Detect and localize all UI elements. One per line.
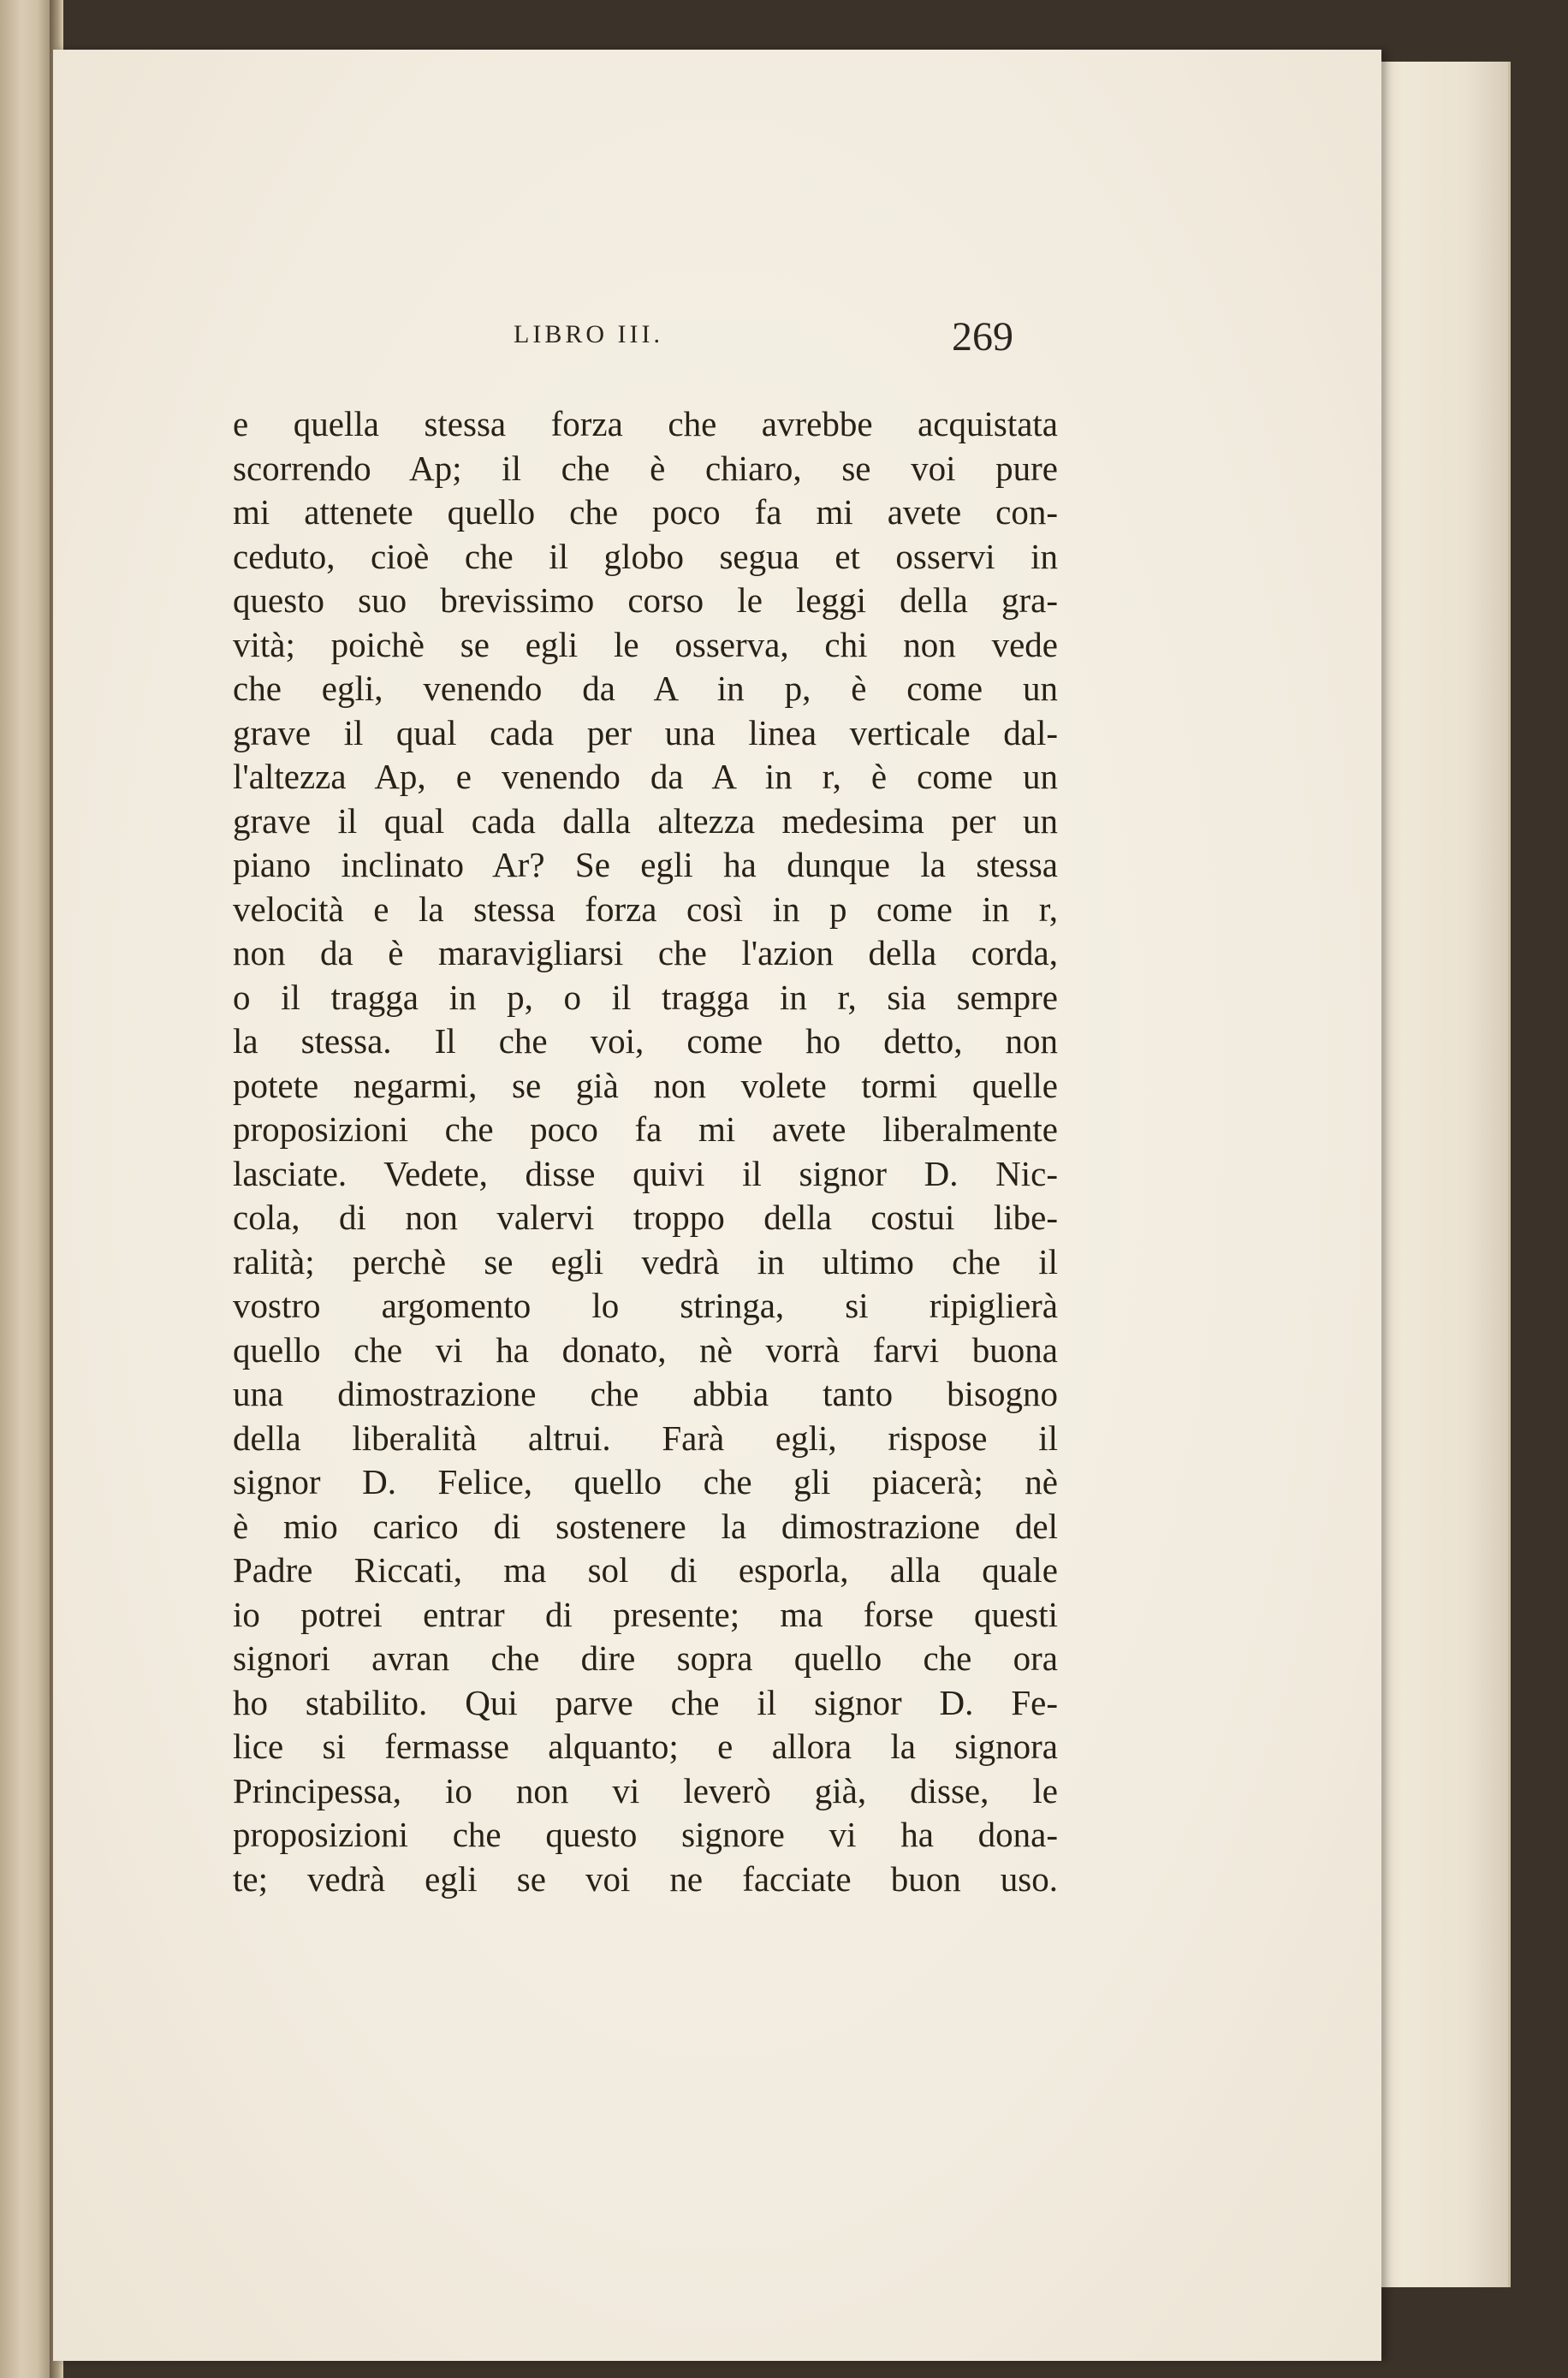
text-line: non da è maravigliarsi che l'azion della corda,: [233, 933, 1058, 972]
text-line: l'altezza Ap, e venendo da A in r, è come un: [233, 757, 1058, 796]
text-line: grave il qual cada per una linea verticale dal-: [233, 712, 1058, 752]
text-line: proposizioni che poco fa mi avete liberalmente: [233, 1109, 1058, 1149]
text-line: signor D. Felice, quello che gli piacerà; nè: [233, 1462, 1058, 1501]
text-line: lice si fermasse alquanto; e allora la signora: [233, 1727, 1058, 1766]
text-line: proposizioni che questo signore vi ha dona-: [233, 1815, 1058, 1854]
text-line: vità; poichè se egli le osserva, chi non vede: [233, 624, 1058, 664]
text-line: ralità; perchè se egli vedrà in ultimo che il: [233, 1241, 1058, 1281]
text-line: ceduto, cioè che il globo segua et osservi in: [233, 536, 1058, 576]
text-line: e quella stessa forza che avrebbe acquistata: [233, 404, 1058, 443]
text-line: grave il qual cada dalla altezza medesima per un: [233, 800, 1058, 841]
text-line: ho stabilito. Qui parve che il signor D. Fe-: [233, 1682, 1058, 1722]
text-line: vostro argomento lo stringa, si ripiglierà: [233, 1286, 1058, 1325]
page-header: [53, 313, 1381, 365]
text-line: potete negarmi, se già non volete tormi quelle: [233, 1065, 1058, 1105]
body-text: [233, 402, 1058, 1901]
text-line: la stessa. Il che voi, come ho detto, non: [233, 1021, 1058, 1061]
text-line: della liberalità altrui. Farà egli, rispose il: [233, 1418, 1058, 1458]
text-line: te; vedrà egli se voi ne facciate buon uso.: [233, 1858, 1058, 1899]
text-line: lasciate. Vedete, disse quivi il signor D. Nic-: [233, 1153, 1058, 1193]
book-page: [53, 50, 1381, 2361]
text-line: o il tragga in p, o il tragga in r, sia sempre: [233, 977, 1058, 1017]
text-line: cola, di non valervi troppo della costui libe-: [233, 1198, 1058, 1237]
text-line: Padre Riccati, ma sol di esporla, alla quale: [233, 1550, 1058, 1590]
text-line: velocità e la stessa forza così in p come in r,: [233, 889, 1058, 929]
facing-page-edge: [0, 0, 53, 2378]
text-line: che egli, venendo da A in p, è come un: [233, 669, 1058, 708]
text-line: questo suo brevissimo corso le leggi della gra-: [233, 580, 1058, 620]
running-head: LIBRO III.: [514, 320, 663, 348]
text-line: quello che vi ha donato, nè vorrà farvi buona: [233, 1329, 1058, 1370]
text-line: Principessa, io non vi leverò già, disse, le: [233, 1770, 1058, 1810]
text-line: mi attenete quello che poco fa mi avete con-: [233, 492, 1058, 532]
text-line: signori avran che dire sopra quello che ora: [233, 1638, 1058, 1678]
page-number: 269: [952, 314, 1013, 360]
text-line: io potrei entrar di presente; ma forse questi: [233, 1594, 1058, 1634]
text-line: una dimostrazione che abbia tanto bisogno: [233, 1374, 1058, 1413]
underlying-page-edge: [1368, 62, 1511, 2287]
text-line: piano inclinato Ar? Se egli ha dunque la stessa: [233, 845, 1058, 884]
text-line: è mio carico di sostenere la dimostrazione del: [233, 1506, 1058, 1546]
text-line: scorrendo Ap; il che è chiaro, se voi pure: [233, 448, 1058, 488]
